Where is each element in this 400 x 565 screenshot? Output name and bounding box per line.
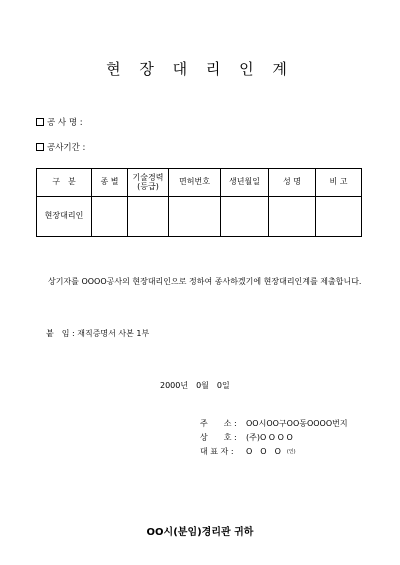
representative-value: O O O xyxy=(246,447,281,456)
company-line xyxy=(200,432,293,443)
cell-birthdate xyxy=(221,197,269,237)
attachment-line: 붙 임 : 재직증명서 사본 1부 xyxy=(46,329,150,338)
header-type: 종 별 xyxy=(92,169,128,197)
address-label: 주 소 : xyxy=(200,419,237,428)
checkbox-square-icon xyxy=(36,143,44,151)
project-name-field xyxy=(36,116,83,128)
project-period-label: 공사기간 : xyxy=(47,143,86,153)
address-value: OO시OO구OO동OOOO번지 xyxy=(246,419,348,428)
header-category: 구 분 xyxy=(37,169,92,197)
cell-remarks xyxy=(316,197,362,237)
cell-license xyxy=(169,197,221,237)
document-title: 현 장 대 리 인 계 xyxy=(106,60,294,78)
address-line xyxy=(200,418,348,429)
table-row xyxy=(37,197,362,237)
header-career: 기술경력 (등급) xyxy=(128,169,169,197)
company-label: 상 호 : xyxy=(200,433,237,442)
recipient-line: OO시(분임)경리관 귀하 xyxy=(146,527,254,538)
header-remarks: 비 고 xyxy=(316,169,362,197)
company-value: (주)O O O O xyxy=(246,433,293,442)
project-name-label: 공 사 명 : xyxy=(47,118,83,128)
body-paragraph: 상기자를 OOOO공사의 현장대리인으로 정하여 종사하겠기에 현장대리인계를 제출합니다. xyxy=(48,277,362,286)
cell-name xyxy=(269,197,316,237)
seal-mark: (인) xyxy=(286,449,296,455)
project-period-field xyxy=(36,141,85,153)
row-label: 현장대리인 xyxy=(37,197,92,237)
cell-type xyxy=(92,197,128,237)
agent-table xyxy=(36,168,362,237)
table-header-row xyxy=(37,169,362,197)
header-name: 성 명 xyxy=(269,169,316,197)
header-license: 면허번호 xyxy=(169,169,221,197)
representative-line xyxy=(200,446,296,457)
checkbox-square-icon xyxy=(36,118,44,126)
cell-career xyxy=(128,197,169,237)
representative-label: 대 표 자 : xyxy=(200,447,234,456)
document-date: 2000년 0월 0일 xyxy=(160,381,230,390)
header-birthdate: 생년월일 xyxy=(221,169,269,197)
